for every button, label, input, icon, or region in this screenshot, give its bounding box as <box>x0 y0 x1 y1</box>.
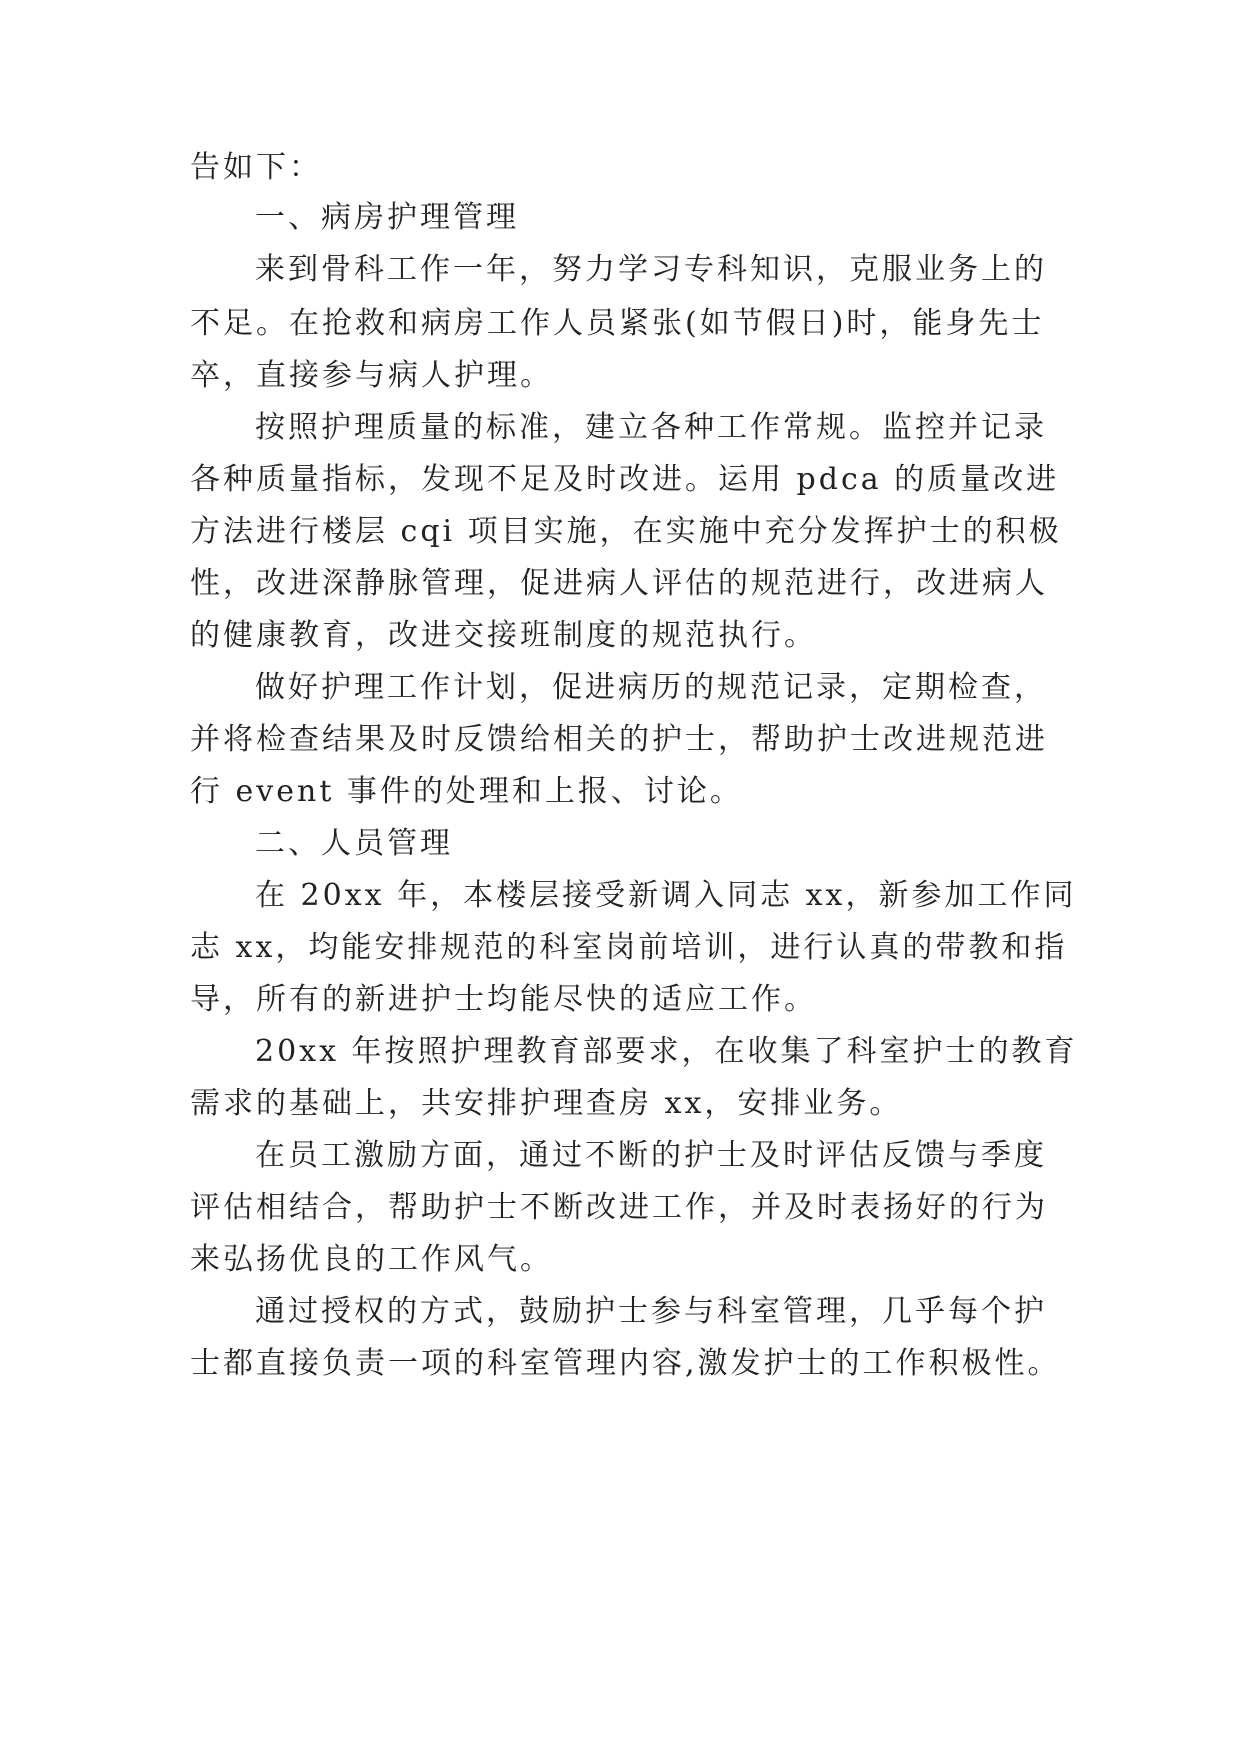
text-line: 士都直接负责一项的科室管理内容,激发护士的工作积极性。 <box>190 1346 1061 1381</box>
text-line: 不足。在抢救和病房工作人员紧张(如节假日)时，能身先士 <box>190 306 1045 341</box>
text-line: 20xx 年按照护理教育部要求，在收集了科室护士的教育 <box>255 1034 1078 1069</box>
text-line: 导，所有的新进护士均能尽快的适应工作。 <box>190 982 817 1017</box>
text-line: 来到骨科工作一年，努力学习专科知识，克服业务上的 <box>255 252 1047 287</box>
text-line: 卒，直接参与病人护理。 <box>190 358 553 393</box>
text-line: 按照护理质量的标准，建立各种工作常规。监控并记录 <box>255 410 1047 445</box>
text-line: 来弘扬优良的工作风气。 <box>190 1242 553 1277</box>
text-line: 在员工激励方面，通过不断的护士及时评估反馈与季度 <box>255 1138 1047 1173</box>
text-line: 评估相结合，帮助护士不断改进工作，并及时表扬好的行为 <box>190 1190 1048 1225</box>
text-line: 志 xx，均能安排规范的科室岗前培训，进行认真的带教和指 <box>190 930 1068 965</box>
text-line: 的健康教育，改进交接班制度的规范执行。 <box>190 618 817 653</box>
text-line: 并将检查结果及时反馈给相关的护士，帮助护士改进规范进 <box>190 722 1048 757</box>
text-line: 需求的基础上，共安排护理查房 xx，安排业务。 <box>190 1086 903 1121</box>
section-heading: 一、病房护理管理 <box>255 200 519 235</box>
text-line: 性，改进深静脉管理，促进病人评估的规范进行，改进病人 <box>190 566 1048 601</box>
section-heading: 二、人员管理 <box>255 826 453 861</box>
text-line: 行 event 事件的处理和上报、讨论。 <box>190 774 743 809</box>
text-line: 各种质量指标，发现不足及时改进。运用 pdca 的质量改进 <box>190 462 1060 497</box>
text-line: 做好护理工作计划，促进病历的规范记录，定期检查， <box>255 670 1047 705</box>
text-line: 告如下： <box>190 150 322 185</box>
text-line: 在 20xx 年，本楼层接受新调入同志 xx，新参加工作同 <box>255 878 1077 913</box>
text-line: 方法进行楼层 cqi 项目实施，在实施中充分发挥护士的积极 <box>190 514 1062 549</box>
text-line: 通过授权的方式，鼓励护士参与科室管理，几乎每个护 <box>255 1294 1047 1329</box>
